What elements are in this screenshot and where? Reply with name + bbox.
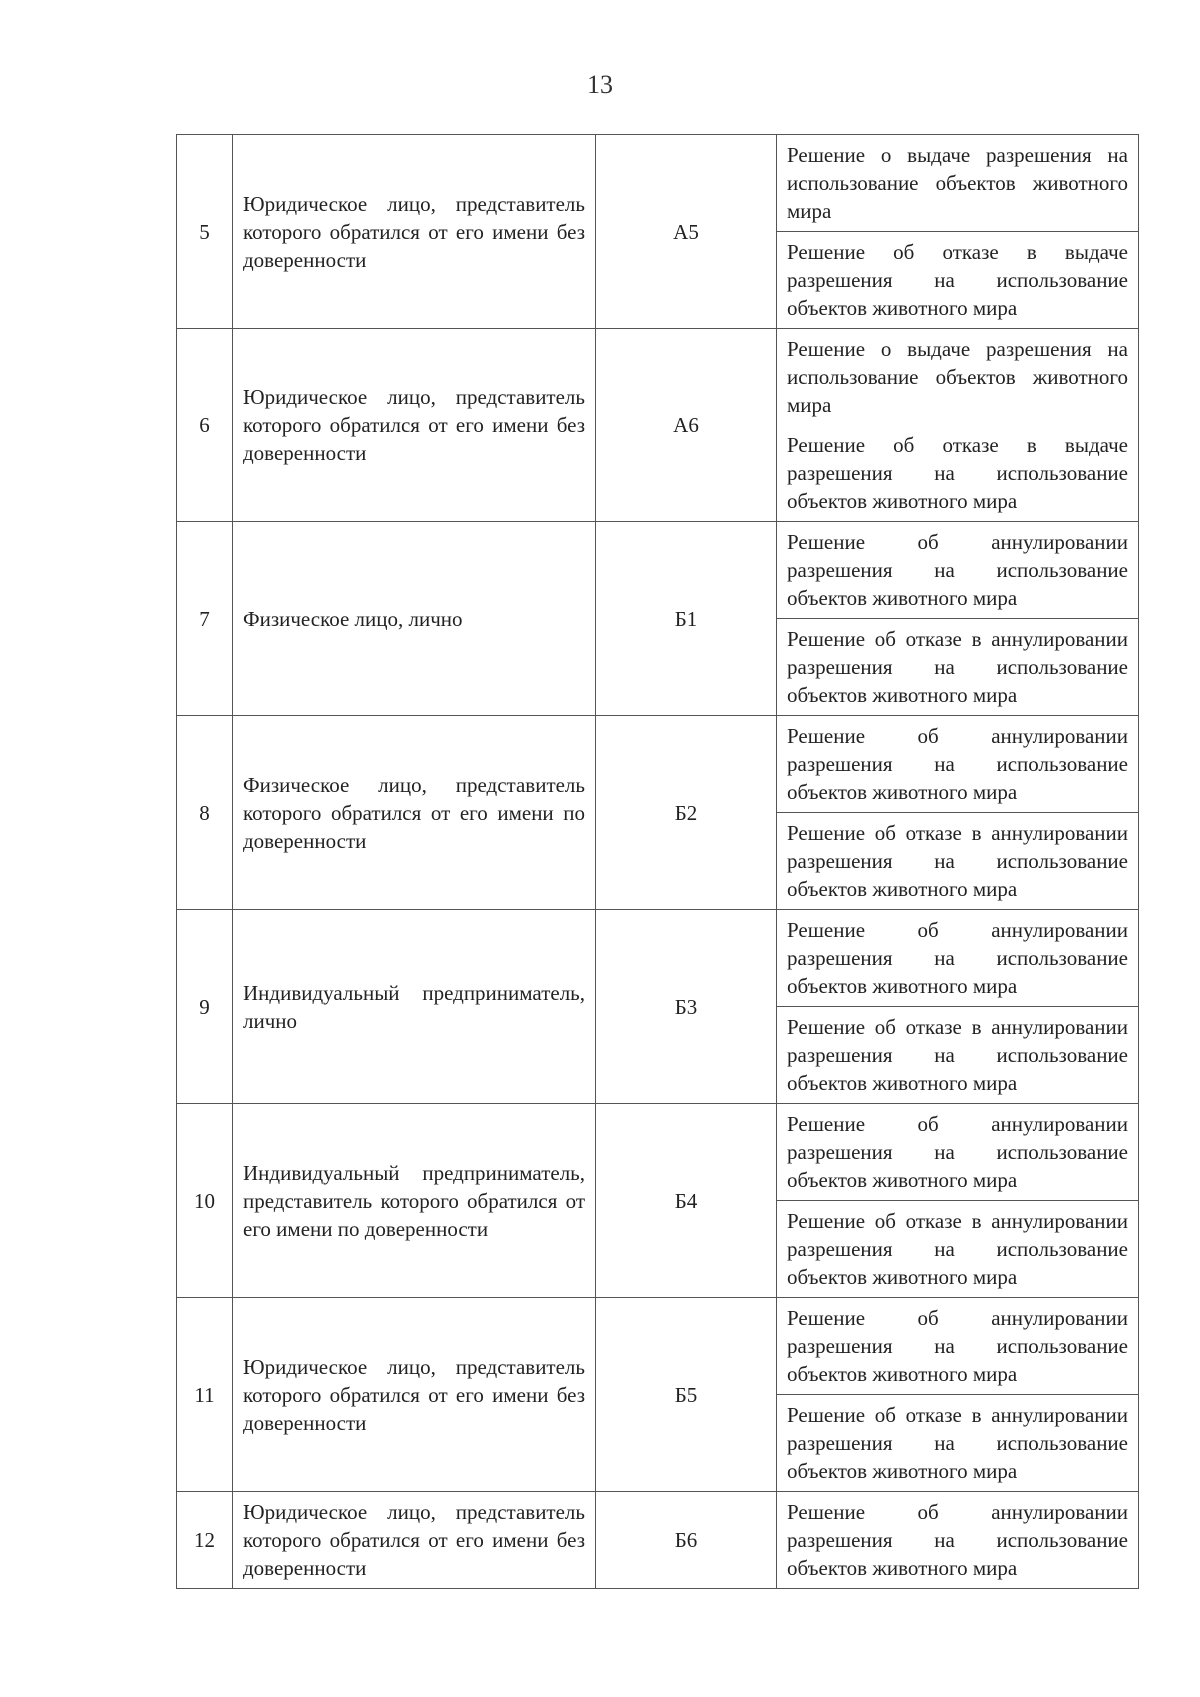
code-cell: А5 [596, 135, 777, 329]
result-text: Решение об отказе в аннулировании разрешения на использование объектов животного мира [787, 1209, 1128, 1289]
result-list [777, 910, 1138, 1103]
table-row [177, 910, 1139, 1104]
result-text: Решение об аннулировании разрешения на использование объектов животного мира [787, 530, 1128, 610]
result-cell [777, 1104, 1139, 1298]
result-list [777, 1492, 1138, 1588]
row-number: 5 [177, 135, 233, 329]
result-list [777, 716, 1138, 909]
result-text: Решение об аннулировании разрешения на использование объектов животного мира [787, 724, 1128, 804]
result-item [777, 135, 1138, 231]
applicant-text: Юридическое лицо, представитель которого обратился от его имени без доверенности [243, 1354, 585, 1435]
result-text: Решение об аннулировании разрешения на использование объектов животного мира [787, 1306, 1128, 1386]
applicant-text: Индивидуальный предприниматель, представитель которого обратился от его имени по доверенности [243, 1160, 585, 1241]
result-text: Решение о выдаче разрешения на использование объектов животного мира [787, 143, 1128, 223]
services-table [176, 134, 1139, 1589]
result-text: Решение об отказе в выдаче разрешения на использование объектов животного мира [787, 433, 1128, 513]
result-item [777, 1104, 1138, 1200]
result-cell [777, 329, 1139, 522]
result-item [777, 329, 1138, 425]
result-text: Решение об аннулировании разрешения на использование объектов животного мира [787, 1112, 1128, 1192]
result-item [777, 910, 1138, 1006]
result-item [777, 618, 1138, 715]
result-list [777, 1298, 1138, 1491]
table-row [177, 1298, 1139, 1492]
result-item [777, 716, 1138, 812]
result-item [777, 522, 1138, 618]
applicant-cell [233, 910, 596, 1104]
applicant-cell [233, 1104, 596, 1298]
applicant-cell [233, 522, 596, 716]
result-list [777, 329, 1138, 521]
result-cell [777, 716, 1139, 910]
applicant-text: Юридическое лицо, представитель которого обратился от его имени без доверенности [243, 385, 585, 465]
result-text: Решение о выдаче разрешения на использование объектов животного мира [787, 337, 1128, 417]
row-number: 10 [177, 1104, 233, 1298]
table-row [177, 135, 1139, 329]
applicant-text: Физическое лицо, представитель которого обратился от его имени по доверенности [243, 772, 585, 853]
result-cell [777, 135, 1139, 329]
code-cell: Б2 [596, 716, 777, 910]
table-row [177, 1104, 1139, 1298]
result-text: Решение об аннулировании разрешения на использование объектов животного мира [787, 918, 1128, 998]
table-row [177, 1492, 1139, 1589]
result-cell [777, 1298, 1139, 1492]
row-number: 7 [177, 522, 233, 716]
row-number: 6 [177, 329, 233, 522]
result-cell [777, 910, 1139, 1104]
result-item [777, 231, 1138, 328]
result-item [777, 1200, 1138, 1297]
result-list [777, 1104, 1138, 1297]
applicant-text: Юридическое лицо, представитель которого обратился от его имени без доверенности [243, 1500, 585, 1580]
applicant-text: Юридическое лицо, представитель которого обратился от его имени без доверенности [243, 191, 585, 272]
result-text: Решение об отказе в выдаче разрешения на использование объектов животного мира [787, 240, 1128, 320]
result-cell [777, 1492, 1139, 1589]
code-cell: Б3 [596, 910, 777, 1104]
code-cell: А6 [596, 329, 777, 522]
row-number: 11 [177, 1298, 233, 1492]
code-cell: Б1 [596, 522, 777, 716]
result-list [777, 522, 1138, 715]
table-row [177, 522, 1139, 716]
table-row [177, 716, 1139, 910]
result-item [777, 1298, 1138, 1394]
applicant-cell [233, 716, 596, 910]
result-text: Решение об отказе в аннулировании разрешения на использование объектов животного мира [787, 627, 1128, 707]
applicant-cell [233, 135, 596, 329]
result-list [777, 135, 1138, 328]
result-text: Решение об отказе в аннулировании разрешения на использование объектов животного мира [787, 821, 1128, 901]
result-text: Решение об аннулировании разрешения на использование объектов животного мира [787, 1500, 1128, 1580]
row-number: 9 [177, 910, 233, 1104]
applicant-cell [233, 1298, 596, 1492]
result-item [777, 812, 1138, 909]
result-item [777, 1492, 1138, 1588]
code-cell: Б6 [596, 1492, 777, 1589]
result-item [777, 425, 1138, 521]
applicant-text: Индивидуальный предприниматель, лично [243, 980, 585, 1033]
code-cell: Б4 [596, 1104, 777, 1298]
page-number: 13 [587, 70, 613, 99]
applicant-cell [233, 329, 596, 522]
result-text: Решение об отказе в аннулировании разрешения на использование объектов животного мира [787, 1403, 1128, 1483]
row-number: 8 [177, 716, 233, 910]
result-item [777, 1006, 1138, 1103]
code-cell: Б5 [596, 1298, 777, 1492]
applicant-cell [233, 1492, 596, 1589]
result-item [777, 1394, 1138, 1491]
result-text: Решение об отказе в аннулировании разрешения на использование объектов животного мира [787, 1015, 1128, 1095]
result-cell [777, 522, 1139, 716]
table-body [177, 135, 1139, 1589]
applicant-text: Физическое лицо, лично [243, 606, 463, 631]
row-number: 12 [177, 1492, 233, 1589]
table-row [177, 329, 1139, 522]
